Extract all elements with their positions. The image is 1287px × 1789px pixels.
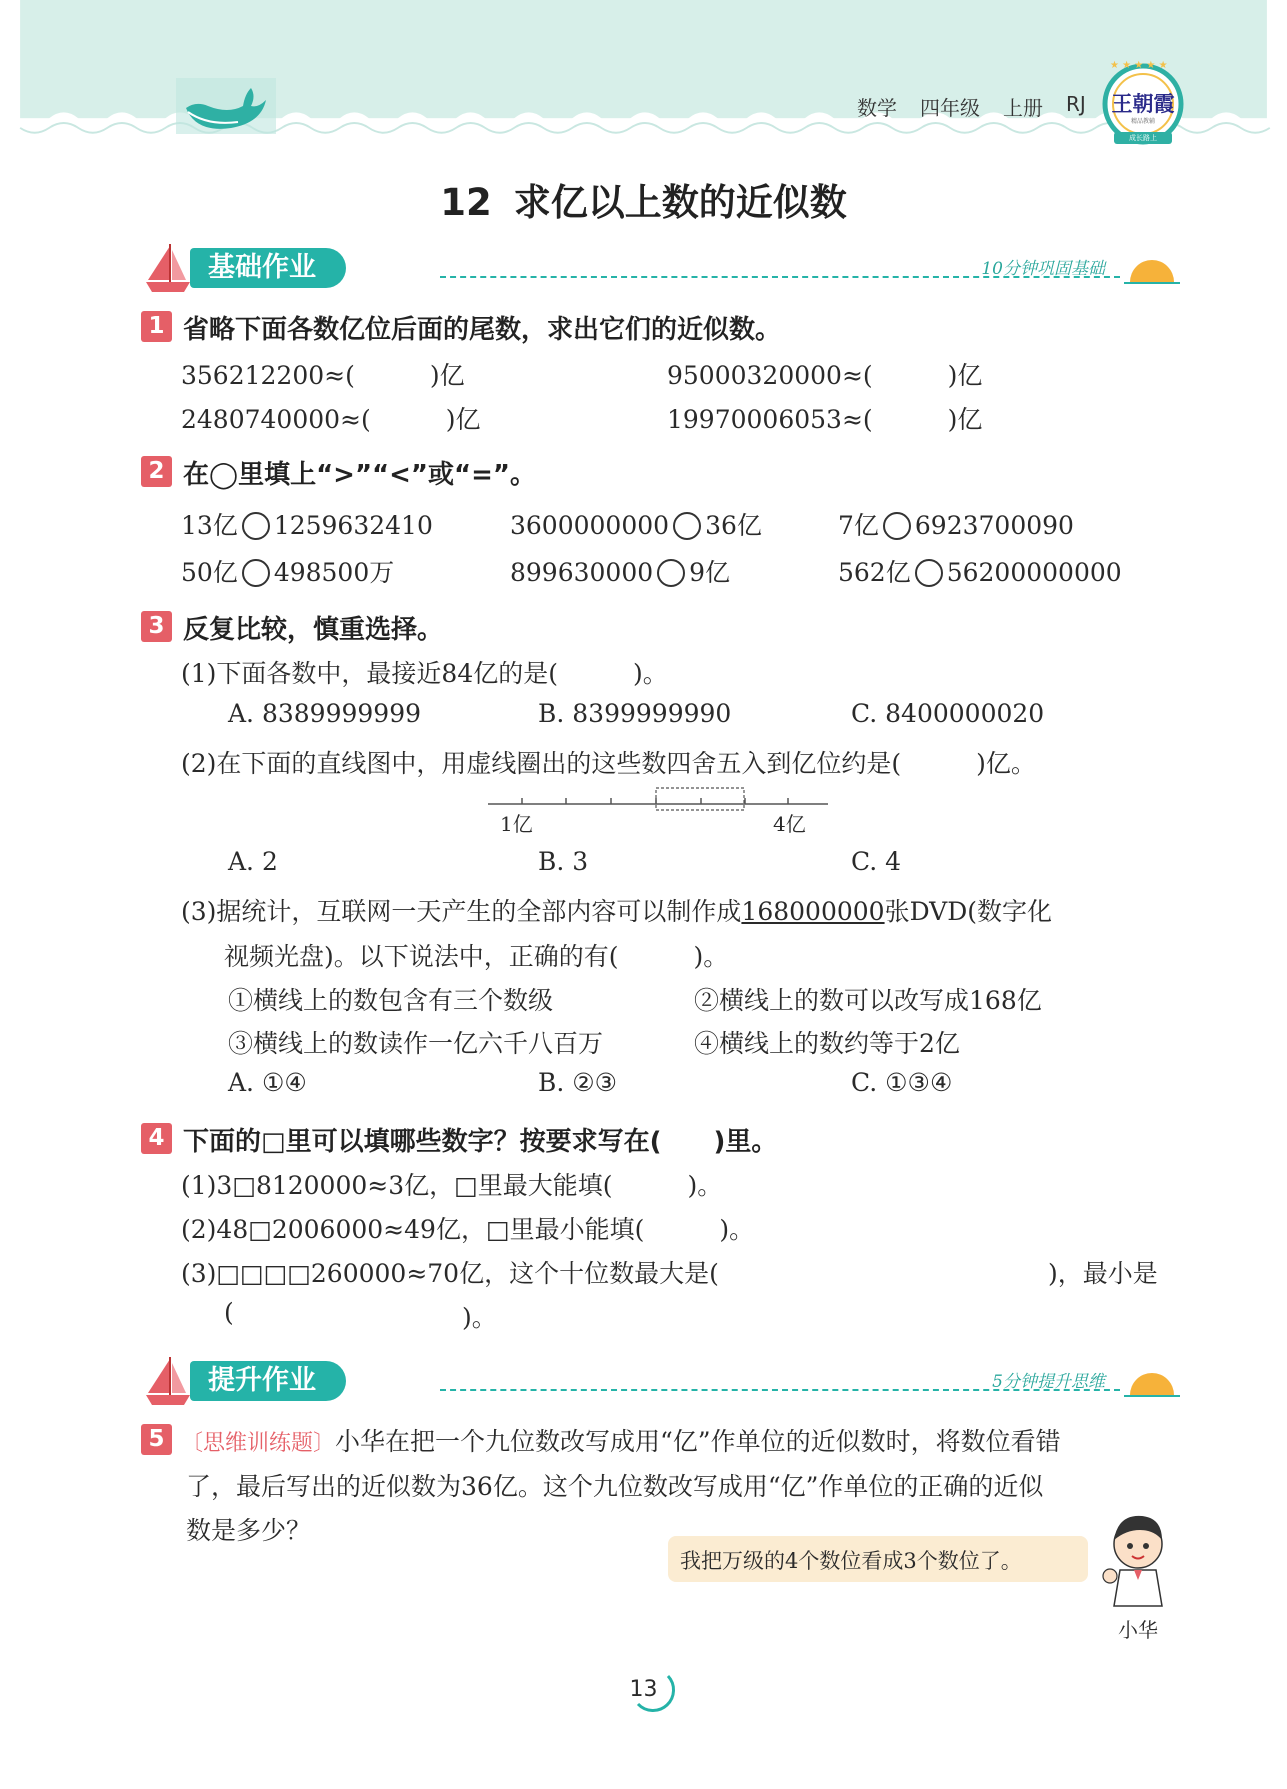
question-prompt: 省略下面各数亿位后面的尾数，求出它们的近似数。	[183, 315, 782, 345]
thinking-tag: 〔思维训练题〕	[181, 1431, 336, 1456]
sun-icon	[1124, 1369, 1180, 1399]
option-b: B. ②③	[538, 1068, 618, 1097]
exercise-item: 95000320000≈( )亿	[667, 361, 983, 390]
axis-label-right: 4亿	[773, 812, 806, 836]
compare-left: 7亿	[838, 511, 879, 540]
option-a: A. 2	[228, 847, 278, 876]
sub-question	[181, 892, 1052, 928]
answer-bracket-close: )。	[462, 1303, 497, 1332]
answer-circle[interactable]	[657, 559, 685, 587]
question-number: 2	[141, 456, 172, 487]
question-prompt: 下面的□里可以填哪些数字？按要求写在( )里。	[183, 1127, 778, 1157]
compare-right: 498500万	[273, 558, 395, 587]
answer-circle[interactable]	[242, 559, 270, 587]
question-text-line: 小华在把一个九位数改写成用“亿”作单位的近似数时，将数位看错	[335, 1427, 1061, 1456]
compare-item	[838, 553, 1122, 589]
option-a: A. 8389999999	[228, 699, 422, 728]
sub-question-text: (3)据统计，互联网一天产生的全部内容可以制作成	[181, 897, 742, 926]
compare-right: 1259632410	[273, 511, 433, 540]
sub-question: (1)3□8120000≈3亿，□里最大能填( )。	[181, 1171, 723, 1200]
answer-bracket-open: (	[224, 1298, 234, 1327]
answer-circle[interactable]	[883, 512, 911, 540]
logo-ribbon-text: 成长路上	[1129, 134, 1157, 142]
question-number: 5	[141, 1424, 172, 1455]
section-title: 基础作业	[190, 248, 346, 288]
logo-text: 王朝霞	[1111, 91, 1175, 116]
dashed-selection-box	[656, 788, 744, 810]
answer-circle[interactable]	[242, 512, 270, 540]
compare-right: 6923700090	[914, 511, 1074, 540]
lesson-number: 12	[440, 181, 492, 224]
question-prompt: 反复比较，慎重选择。	[183, 615, 444, 645]
page-title	[0, 172, 1287, 226]
section-banner-basic	[140, 248, 1180, 288]
question-prompt: 在◯里填上“>”“<”或“=”。	[183, 460, 536, 490]
statement: ③横线上的数读作一亿六千八百万	[228, 1029, 604, 1058]
option-a: A. ①④	[228, 1068, 307, 1097]
sun-icon	[1124, 256, 1180, 286]
edition-label: RJ	[1066, 92, 1086, 116]
compare-right: 56200000000	[946, 558, 1122, 587]
exercise-item: 356212200≈( )亿	[181, 361, 465, 390]
grade-label: 四年级	[920, 96, 980, 120]
sub-question: (3)□□□□260000≈70亿，这个十位数最大是(	[181, 1259, 719, 1288]
compare-right: 36亿	[705, 511, 762, 540]
page-number: 13	[629, 1677, 658, 1702]
compare-left: 899630000	[510, 558, 654, 587]
boy-character-illustration	[1098, 1510, 1176, 1620]
compare-item	[510, 553, 730, 589]
section-banner-advanced	[140, 1361, 1180, 1401]
compare-left: 50亿	[181, 558, 238, 587]
svg-text:★ ★ ★ ★ ★: ★ ★ ★ ★ ★	[1110, 60, 1168, 71]
option-b: B. 3	[538, 847, 589, 876]
statement: ①横线上的数包含有三个数级	[228, 986, 554, 1015]
option-c: C. 4	[851, 847, 902, 876]
sub-question-continued: )，最小是	[1048, 1259, 1158, 1288]
speech-bubble-text: 我把万级的4个数位看成3个数位了。	[680, 1549, 1022, 1573]
option-c: C. ①③④	[851, 1068, 953, 1097]
compare-left: 13亿	[181, 511, 238, 540]
whale-icon	[176, 78, 276, 134]
sailboat-icon	[140, 242, 196, 294]
question-number: 1	[141, 311, 172, 342]
option-c: C. 8400000020	[851, 699, 1045, 728]
sub-question: (1)下面各数中，最接近84亿的是( )。	[181, 659, 668, 688]
sub-question: (2)48□2006000≈49亿，□里最小能填( )。	[181, 1215, 755, 1244]
lesson-title: 求亿以上数的近似数	[513, 181, 847, 224]
question-text-line: 数是多少？	[186, 1516, 312, 1545]
logo-subtext: 精品教辅	[1130, 118, 1155, 125]
exercise-item: 19970006053≈( )亿	[667, 405, 983, 434]
question-number: 4	[141, 1123, 172, 1154]
compare-item	[181, 553, 394, 589]
underlined-number: 168000000	[741, 897, 885, 926]
character-name: 小华	[1118, 1618, 1158, 1642]
sub-question-continued: 视频光盘)。以下说法中，正确的有( )。	[224, 942, 729, 971]
compare-item	[510, 506, 762, 542]
sub-question-text: 张DVD(数字化	[884, 897, 1053, 926]
answer-circle[interactable]	[915, 559, 943, 587]
exercise-item: 2480740000≈( )亿	[181, 405, 481, 434]
compare-right: 9亿	[689, 558, 731, 587]
subject-label: 数学	[857, 96, 897, 120]
sub-question: (2)在下面的直线图中，用虚线圈出的这些数四舍五入到亿位约是( )亿。	[181, 749, 1036, 778]
answer-circle[interactable]	[673, 512, 701, 540]
section-note: 10分钟巩固基础	[981, 259, 1105, 279]
section-title: 提升作业	[190, 1361, 346, 1401]
question-text-line: 了，最后写出的近似数为36亿。这个九位数改写成用“亿”作单位的正确的近似	[186, 1472, 1044, 1501]
compare-item	[181, 506, 433, 542]
question-number: 3	[141, 611, 172, 642]
compare-left: 3600000000	[510, 511, 670, 540]
statement: ②横线上的数可以改写成168亿	[694, 986, 1042, 1015]
option-b: B. 8399999990	[538, 699, 732, 728]
statement: ④横线上的数约等于2亿	[694, 1029, 960, 1058]
sailboat-icon	[140, 1355, 196, 1407]
volume-label: 上册	[1003, 96, 1043, 120]
section-note: 5分钟提升思维	[992, 1372, 1105, 1392]
axis-label-left: 1亿	[500, 812, 533, 836]
brand-logo	[1100, 60, 1186, 146]
question-text	[181, 1422, 1061, 1458]
compare-item	[838, 506, 1074, 542]
compare-left: 562亿	[838, 558, 911, 587]
